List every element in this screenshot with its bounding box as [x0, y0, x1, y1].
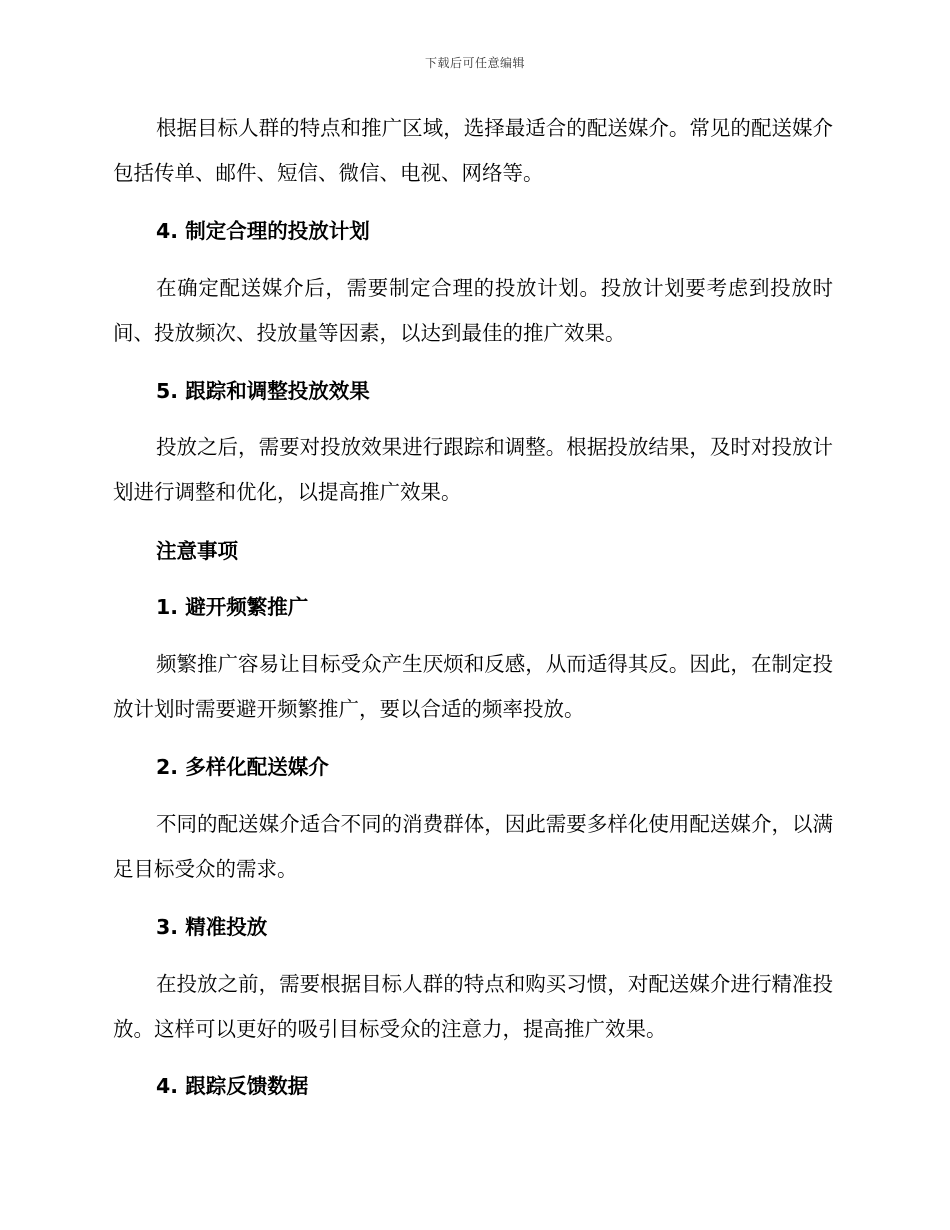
paragraph-tracking: 投放之后，需要对投放效果进行跟踪和调整。根据投放结果，及时对投放计划进行调整和优化，以提高推广效果。 [113, 435, 833, 504]
heading-avoid-frequent: 1. 避开频繁推广 [156, 595, 309, 619]
paragraph-plan: 在确定配送媒介后，需要制定合理的投放计划。投放计划要考虑到投放时间、投放频次、投放量等因素，以达到最佳的推广效果。 [113, 276, 833, 345]
heading-plan: 4. 制定合理的投放计划 [156, 219, 370, 243]
page-header: 下载后可任意编辑 [424, 56, 525, 70]
heading-feedback: 4. 跟踪反馈数据 [156, 1074, 309, 1098]
paragraph-precise: 在投放之前，需要根据目标人群的特点和购买习惯，对配送媒介进行精准投放。这样可以更好的吸引目标受众的注意力，提高推广效果。 [113, 972, 833, 1041]
heading-tracking: 5. 跟踪和调整投放效果 [156, 379, 370, 403]
paragraph-diversify: 不同的配送媒介适合不同的消费群体，因此需要多样化使用配送媒介，以满足目标受众的需求。 [113, 812, 833, 881]
heading-notes: 注意事项 [156, 539, 238, 563]
paragraph-media-selection: 根据目标人群的特点和推广区域，选择最适合的配送媒介。常见的配送媒介包括传单、邮件、短信、微信、电视、网络等。 [113, 116, 833, 185]
paragraph-avoid-frequent: 频繁推广容易让目标受众产生厌烦和反感，从而适得其反。因此，在制定投放计划时需要避开频繁推广，要以合适的频率投放。 [113, 652, 833, 721]
heading-precise: 3. 精准投放 [156, 915, 268, 939]
heading-diversify: 2. 多样化配送媒介 [156, 755, 329, 779]
